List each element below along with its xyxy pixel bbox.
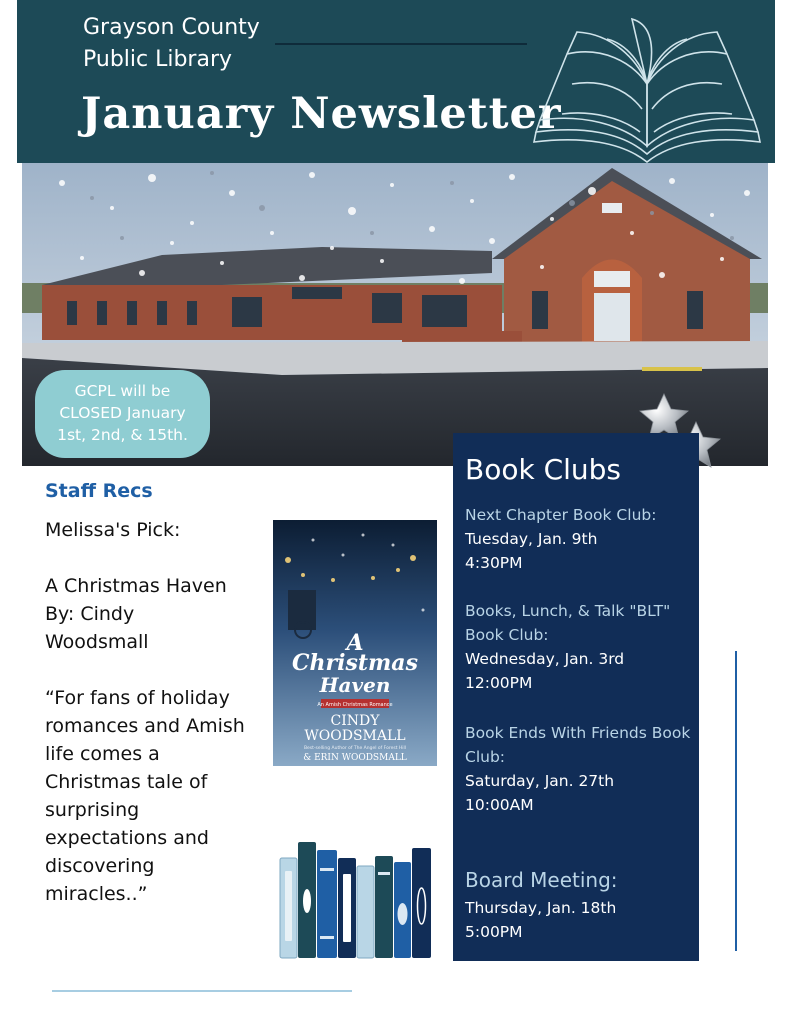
- club-next-chapter: [465, 503, 697, 575]
- club-name: Book Ends With Friends Book Club:: [465, 724, 691, 766]
- club-blt: [465, 599, 697, 695]
- club-name: Next Chapter Book Club:: [465, 506, 657, 524]
- cover-coauthor: & ERIN WOODSMALL: [303, 753, 407, 763]
- newsletter-title: January Newsletter: [81, 89, 562, 139]
- cover-author-last: WOODSMALL: [304, 728, 406, 744]
- book-clubs-panel: [453, 433, 699, 961]
- rec-book-author: By: Cindy: [45, 603, 135, 625]
- board-meeting-time: 5:00PM: [465, 923, 523, 941]
- vertical-accent-line: [735, 651, 737, 951]
- library-name-line1: Grayson County: [83, 15, 260, 40]
- club-day: Wednesday, Jan. 3rd: [465, 650, 625, 668]
- club-time: 12:00PM: [465, 674, 533, 692]
- pick-label: Melissa's Pick:: [45, 519, 181, 541]
- cover-author-first: CINDY: [330, 713, 380, 729]
- club-day: Saturday, Jan. 27th: [465, 772, 615, 790]
- cover-tagline: Best-selling Author of The Angel of Forest Hill: [303, 746, 407, 751]
- closed-notice-line3: 1st, 2nd, & 15th.: [57, 426, 188, 444]
- staff-rec-text: [45, 516, 260, 936]
- rec-book-info: [45, 572, 260, 656]
- club-name: Books, Lunch, & Talk "BLT" Book Club:: [465, 602, 671, 644]
- cover-subtitle: An Amish Christmas Romance: [317, 702, 393, 708]
- book-cover-image: [273, 520, 437, 766]
- book-clubs-title: Book Clubs: [465, 453, 622, 486]
- club-day: Tuesday, Jan. 9th: [465, 530, 598, 548]
- cover-title-haven: Haven: [319, 673, 391, 697]
- newsletter-header: [17, 0, 775, 163]
- cover-title-a: A: [346, 630, 364, 656]
- board-meeting-day: Thursday, Jan. 18th: [465, 899, 617, 917]
- rec-book-title: A Christmas Haven: [45, 575, 227, 597]
- closed-notice-line1: GCPL will be: [74, 382, 171, 400]
- club-book-ends: [465, 721, 697, 817]
- board-meeting-title: Board Meeting:: [465, 868, 618, 892]
- rec-book-author-2: Woodsmall: [45, 631, 149, 653]
- open-book-icon: [522, 14, 772, 163]
- books-stack-icon: [278, 836, 433, 961]
- library-name-line2: Public Library: [83, 47, 233, 72]
- staff-recs-heading: Staff Recs: [45, 480, 153, 502]
- cover-title-christmas: Christmas: [292, 650, 418, 676]
- bottom-divider: [52, 990, 352, 992]
- club-time: 4:30PM: [465, 554, 523, 572]
- club-time: 10:00AM: [465, 796, 534, 814]
- closed-notice-badge: [35, 370, 210, 458]
- header-divider: [275, 43, 527, 45]
- closed-notice-line2: CLOSED January: [59, 404, 186, 422]
- board-meeting-when: [465, 896, 616, 944]
- rec-quote: “For fans of holiday romances and Amish life comes a Christmas tale of surprising expectations and discovering miracles..”: [45, 687, 245, 905]
- library-name: [83, 12, 260, 76]
